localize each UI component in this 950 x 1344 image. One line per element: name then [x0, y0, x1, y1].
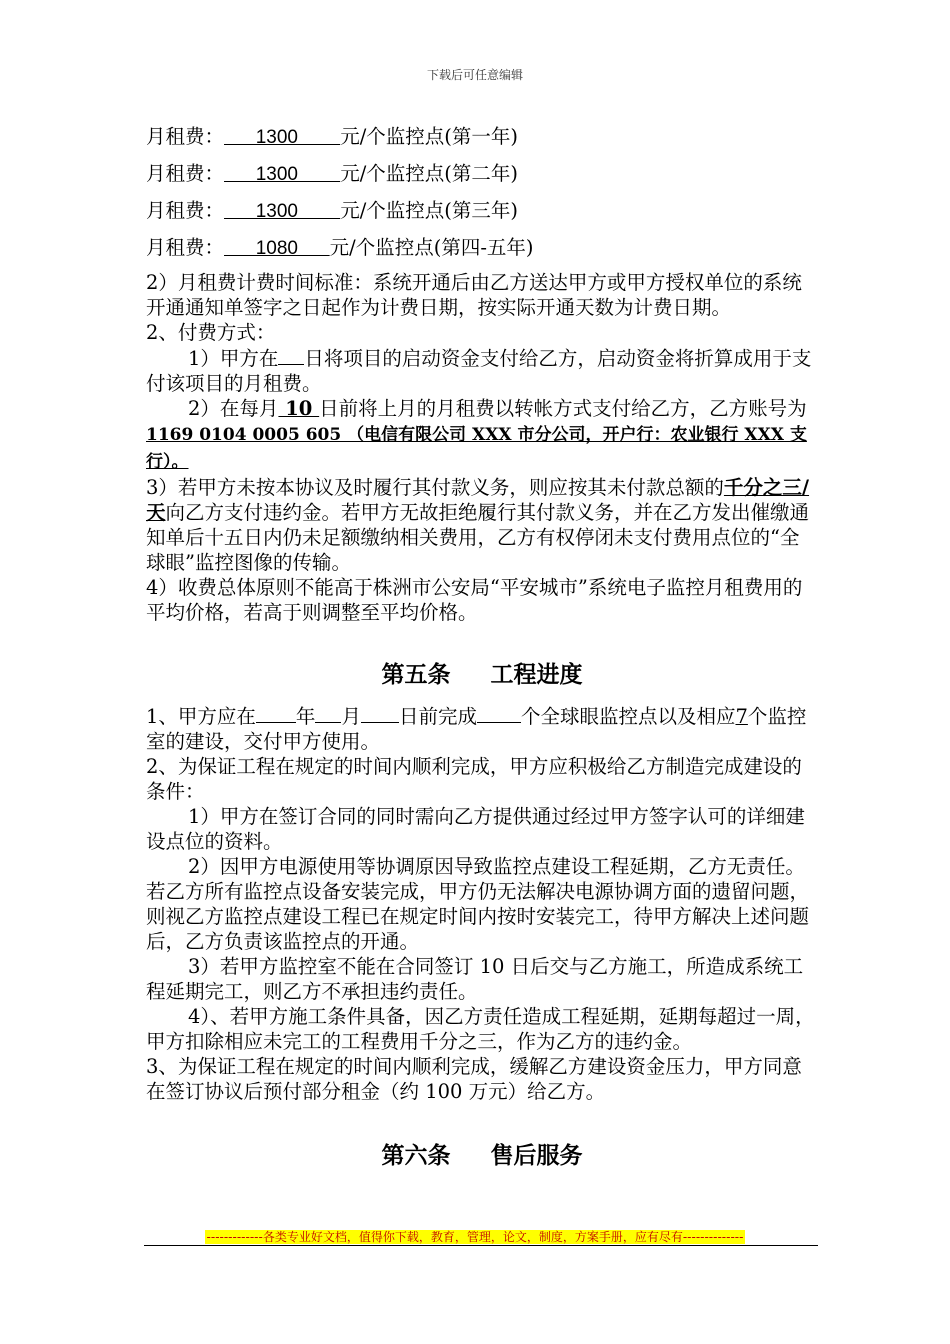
fee-value: 1080 [224, 238, 330, 259]
schedule-subitem-2: 2）因甲方电源使用等协调原因导致监控点建设工程延期，乙方无责任。若乙方所有监控点设备安装完成，甲方仍无法解决电源协调方面的遗留问题，则视乙方监控点建设工程已在规定时间内按时安装完工，待甲方解决上述问题后，乙方负责该监控点的开通。 [146, 855, 810, 953]
fee-row-year2 [146, 159, 818, 196]
document-body [146, 122, 818, 1172]
late-penalty-paragraph: 3）若甲方未按本协议及时履行其付款义务，则应按其未付款总额的千分之三/天向乙方支付违约金。若甲方无故拒绝履行其付款义务，并在乙方发出催缴通知单后十五日内仍未足额缴纳相关费用，乙方有权停闭未支付费用点位的“全球眼”监控图像的传输。 [146, 476, 810, 574]
payment-item-2: 2）在每月 10 日前将上月的月租费以转帐方式支付给乙方，乙方账号为1169 0104 0005 605 （电信有限公司 XXX 市分公司，开户行：农业银行 XXX 支行）。 [146, 397, 807, 472]
fee-suffix: 元/个监控点(第四-五年) [329, 236, 534, 259]
fee-value: 1300 [224, 127, 341, 148]
fee-label: 月租费： [146, 236, 225, 259]
schedule-item-2: 2、为保证工程在规定的时间内顺利完成，甲方应积极给乙方制造完成建设的条件： [146, 755, 802, 803]
billing-time-paragraph: 2）月租费计费时间标准：系统开通后由乙方送达甲方或甲方授权单位的系统开通通知单签字之日起作为计费日期，按实际开通天数为计费日期。 [146, 271, 802, 319]
schedule-item-1: 1、甲方应在 年 月 日前完成 个全球眼监控点以及相应7个监控室的建设，交付甲方使用。 [146, 705, 807, 753]
schedule-subitem-3: 3）若甲方监控室不能在合同签订 10 日后交与乙方施工，所造成系统工程延期完工，则乙方不承担违约责任。 [146, 955, 804, 1003]
schedule-subitem-4: 4）、若甲方施工条件具备，因乙方责任造成工程延期，延期每超过一周，甲方扣除相应未完工的工程费用千分之三，作为乙方的违约金。 [146, 1005, 815, 1053]
fee-suffix: 元/个监控点(第二年) [340, 162, 518, 185]
fee-row-year1 [146, 122, 818, 159]
bank-account: 1169 0104 0005 605 （电信有限公司 XXX 市分公司，开户行：农业银行 XXX 支行）。 [146, 425, 807, 472]
payment-day: 10 [278, 397, 320, 420]
pricing-principle-paragraph: 4）收费总体原则不能高于株洲市公安局“平安城市”系统电子监控月租费用的平均价格，若高于则调整至平均价格。 [146, 576, 803, 624]
section-5-title: 第五条 工程进度 [381, 662, 583, 688]
schedule-item-3: 3、为保证工程在规定的时间内顺利完成，缓解乙方建设资金压力，甲方同意在签订协议后预付部分租金（约 100 万元）给乙方。 [146, 1055, 802, 1103]
fee-row-year3 [146, 196, 818, 233]
page-header: 下载后可任意编辑 [426, 68, 523, 82]
penalty-rate: 千分之三/天 [146, 476, 810, 524]
payment-item-1: 1）甲方在 日将项目的启动资金支付给乙方，启动资金将折算成用于支付该项目的月租费。 [146, 347, 812, 395]
day-blank [278, 345, 304, 365]
fee-suffix: 元/个监控点(第三年) [340, 199, 518, 222]
fee-label: 月租费： [146, 162, 225, 185]
fee-suffix: 元/个监控点(第一年) [340, 125, 518, 148]
section-6-title: 第六条 售后服务 [381, 1143, 583, 1169]
payment-method-heading: 2、付费方式： [146, 321, 276, 344]
fee-label: 月租费： [146, 199, 225, 222]
fee-value: 1300 [224, 201, 341, 222]
footer-divider [144, 1245, 818, 1246]
fee-label: 月租费： [146, 125, 225, 148]
schedule-subitem-1: 1）甲方在签订合同的同时需向乙方提供通过经过甲方签字认可的详细建设点位的资料。 [146, 805, 805, 853]
footer-banner: -------------各类专业好文档，值得你下载，教育，管理，论文，制度，方案手册，应有尽有-------------- [206, 1230, 744, 1244]
fee-value: 1300 [224, 164, 341, 185]
fee-row-year4-5 [146, 233, 818, 270]
